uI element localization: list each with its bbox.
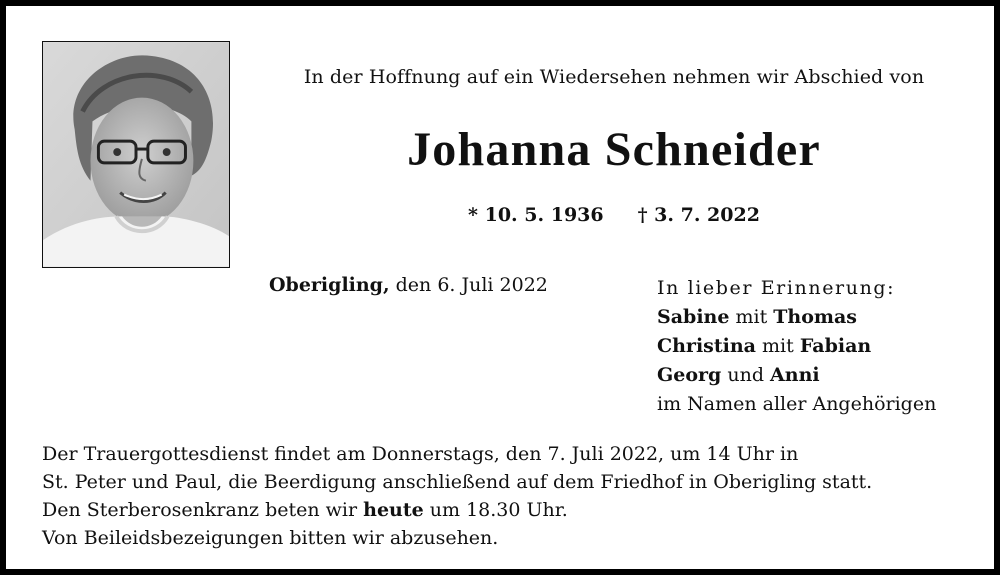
service-line-2: St. Peter und Paul, die Beerdigung anschließend auf dem Friedhof in Oberigling statt. bbox=[42, 471, 873, 493]
service-line-4: Von Beileidsbezeigungen bitten wir abzusehen. bbox=[42, 527, 499, 549]
mourner-line bbox=[657, 332, 936, 361]
deceased-name: Johanna Schneider bbox=[407, 123, 821, 176]
place-town: Oberigling, bbox=[269, 274, 390, 296]
rosary-time: um 18.30 Uhr. bbox=[429, 499, 568, 521]
mourner-name: Fabian bbox=[799, 335, 872, 357]
mourner-name: Thomas bbox=[773, 306, 858, 328]
place-and-date bbox=[269, 274, 548, 296]
rosary-text-pre: Den Sterberosenkranz beten wir bbox=[42, 499, 358, 521]
mourner-joiner: mit bbox=[762, 335, 794, 357]
mourners-block bbox=[657, 274, 936, 419]
notice-date: den 6. Juli 2022 bbox=[395, 274, 548, 296]
rosary-day: heute bbox=[363, 499, 424, 521]
mourner-joiner: und bbox=[727, 364, 764, 386]
mourner-name: Sabine bbox=[657, 306, 730, 328]
intro-text: In der Hoffnung auf ein Wiedersehen nehmen wir Abschied von bbox=[303, 66, 925, 88]
mourners-closing: im Namen aller Angehörigen bbox=[657, 393, 937, 415]
portrait-photo bbox=[42, 41, 230, 268]
service-line-3 bbox=[42, 496, 872, 524]
portrait-image bbox=[43, 42, 229, 267]
life-dates bbox=[246, 204, 982, 226]
mourner-name: Christina bbox=[657, 335, 756, 357]
birth-date: * 10. 5. 1936 bbox=[468, 204, 604, 226]
service-line-1: Der Trauergottesdienst findet am Donnerstags, den 7. Juli 2022, um 14 Uhr in bbox=[42, 443, 799, 465]
mourner-line bbox=[657, 361, 936, 390]
mourner-name: Georg bbox=[657, 364, 722, 386]
mourners-heading: In lieber Erinnerung: bbox=[657, 277, 896, 299]
mourner-name: Anni bbox=[770, 364, 820, 386]
service-info bbox=[42, 440, 872, 552]
mourner-line bbox=[657, 303, 936, 332]
mourner-joiner: mit bbox=[735, 306, 768, 328]
death-date: † 3. 7. 2022 bbox=[637, 204, 760, 226]
